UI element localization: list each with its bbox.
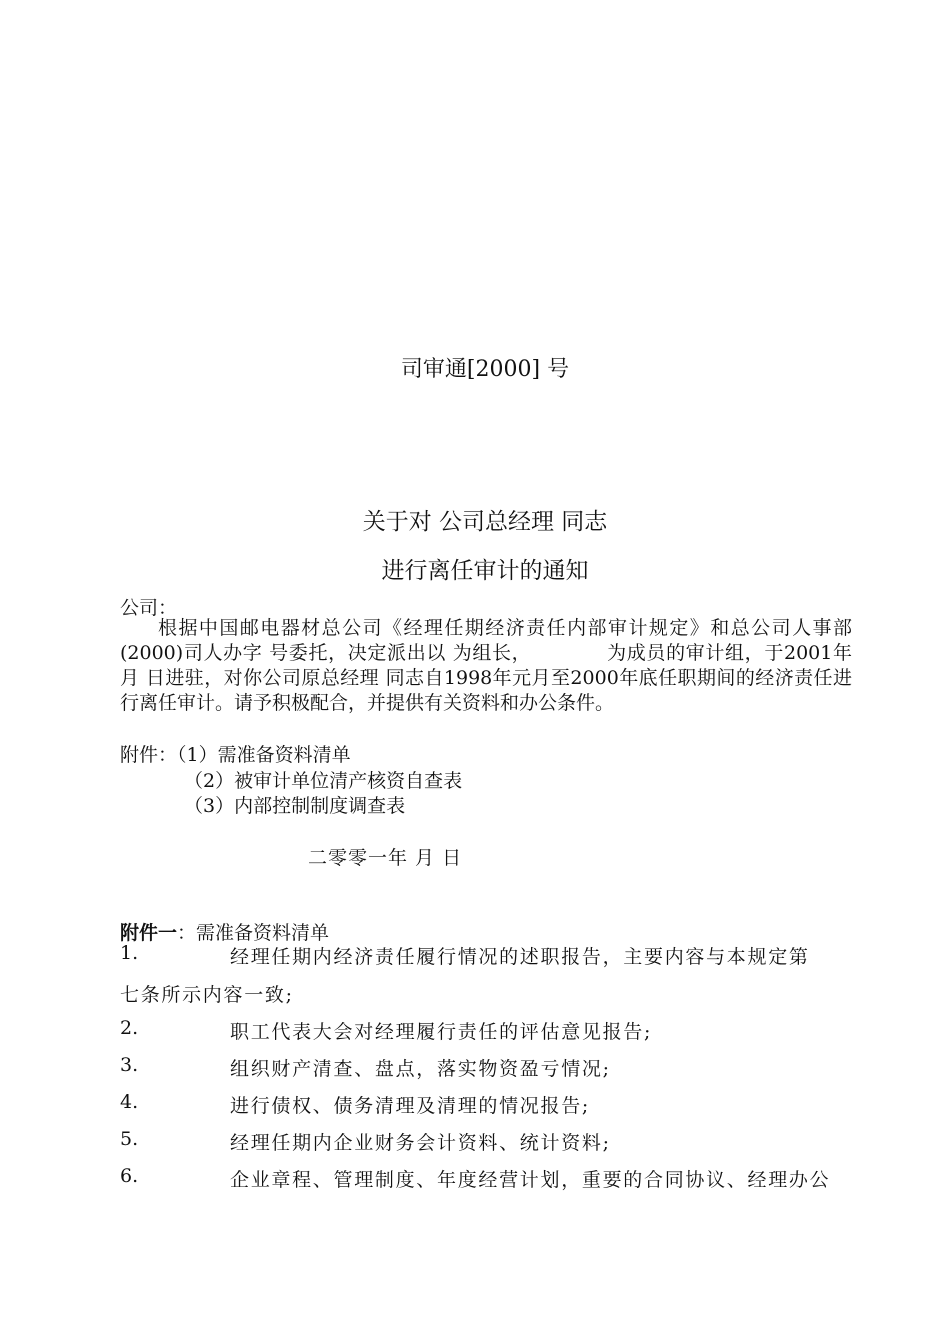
list-item-text: 进行债权、债务清理及清理的情况报告;: [230, 1095, 591, 1117]
list-item-number: 6.: [120, 1165, 139, 1187]
appendix-heading: [120, 918, 329, 945]
list-item-number: 4.: [120, 1091, 139, 1113]
list-item-text: 职工代表大会对经理履行责任的评估意见报告;: [230, 1021, 653, 1043]
appendix-title-text: ：需准备资料清单: [177, 922, 330, 944]
document-number: 司审通[2000] 号: [400, 357, 570, 382]
attachment-line-1: 附件：（1）需准备资料清单: [120, 744, 351, 766]
list-item-text: 经理任期内经济责任履行情况的述职报告，主要内容与本规定第: [230, 946, 810, 968]
appendix-label: 附件一: [120, 922, 178, 944]
title-line-2: 进行离任审计的通知: [381, 558, 589, 584]
list-item-number: 2.: [120, 1017, 139, 1039]
title-line-1: 关于对 公司总经理 同志: [362, 509, 608, 535]
list-item-text: 企业章程、管理制度、年度经营计划，重要的合同协议、经理办公: [230, 1169, 831, 1191]
list-item-text: 组织财产清查、盘点，落实物资盈亏情况;: [230, 1058, 611, 1080]
addressee: 公司：: [120, 597, 178, 619]
list-item-number: 5.: [120, 1128, 139, 1150]
list-item-number: 1.: [120, 942, 139, 964]
attachment-line-2: （2）被审计单位清产核资自查表: [184, 770, 463, 792]
list-item-continuation: 七条所示内容一致;: [120, 984, 294, 1006]
list-item-text: 经理任期内企业财务会计资料、统计资料;: [230, 1132, 611, 1154]
issue-date: 二零零一年 月 日: [308, 847, 463, 869]
list-item-number: 3.: [120, 1054, 139, 1076]
attachment-line-3: （3）内部控制制度调查表: [184, 795, 406, 817]
body-paragraph: 根据中国邮电器材总公司《经理任期经济责任内部审计规定》和总公司人事部(2000)司人办字 号委托，决定派出以 为组长， 为成员的审计组，于2001年 月 日进驻，对你公司原总经理 同志自1998年元月至2000年底任职期间的经济责任进行离任审计。请予积极配合，并提供有关资料和办公条件。: [120, 617, 852, 714]
